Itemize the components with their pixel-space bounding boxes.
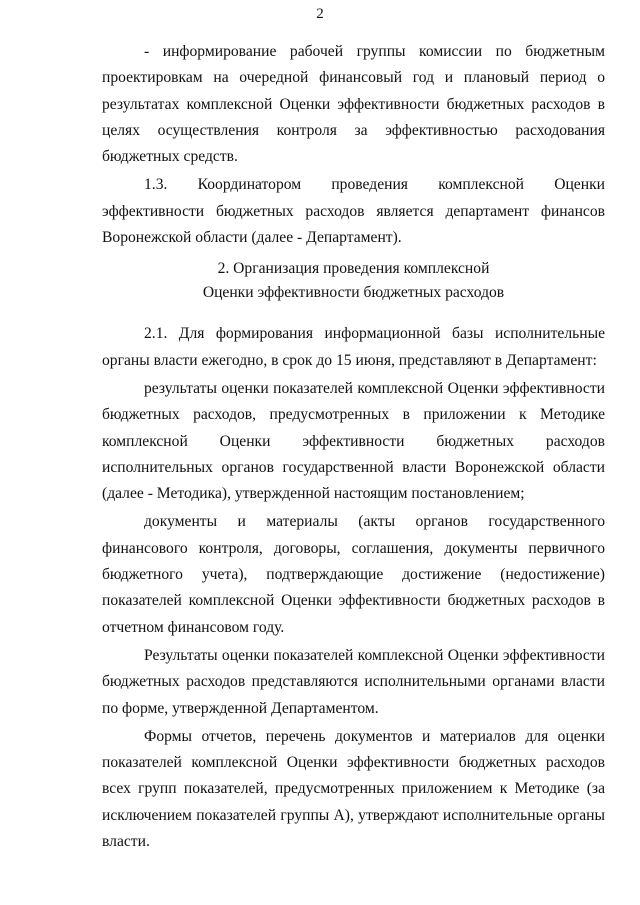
- page-number: 2: [316, 6, 324, 22]
- section-heading-line-2: Оценки эффективности бюджетных расходов: [202, 284, 505, 302]
- section-heading-line-1: 2. Организация проведения комплексной: [217, 260, 490, 278]
- paragraph-results: результаты оценки показателей комплексной Оценки эффективности бюджетных расходов, предусмотренных в приложении к Методике комплексной Оценки эффективности бюджетных расходов исполнительных органов государственной власти Воронежской области (далее - Методика), утвержденной настоящим постановлением;: [102, 379, 605, 503]
- paragraph-documents: документы и материалы (акты органов государственного финансового контроля, договоры, соглашения, документы первичного бюджетного учета), подтверждающие достижение (недостижение) показателей комплексной Оценки эффективности бюджетных расходов в отчетном финансовом году.: [102, 513, 605, 636]
- paragraph-coordinator: 1.3. Координатором проведения комплексной Оценки эффективности бюджетных расходов является департамент финансов Воронежской области (далее - Департамент).: [102, 176, 605, 247]
- section-heading: [102, 257, 605, 305]
- paragraph-informing: - информирование рабочей группы комиссии по бюджетным проектировкам на очередной финансовый год и плановый период о результатах комплексной Оценки эффективности бюджетных расходов в целях осуществления контроля за эффективностью расходования бюджетных средств.: [102, 43, 605, 166]
- paragraph-report-forms: Формы отчетов, перечень документов и материалов для оценки показателей комплексной Оценки эффективности бюджетных расходов всех групп показателей, предусмотренных приложением к Методике (за исключением показателей группы А), утверждают исполнительные органы власти.: [102, 727, 605, 851]
- paragraph-information-base: 2.1. Для формирования информационной базы исполнительные органы власти ежегодно, в срок до 15 июня, представляют в Департамент:: [102, 325, 605, 369]
- document-body: [102, 39, 605, 855]
- paragraph-results-form: Результаты оценки показателей комплексной Оценки эффективности бюджетных расходов представляются исполнительными органами власти по форме, утвержденной Департаментом.: [102, 646, 605, 717]
